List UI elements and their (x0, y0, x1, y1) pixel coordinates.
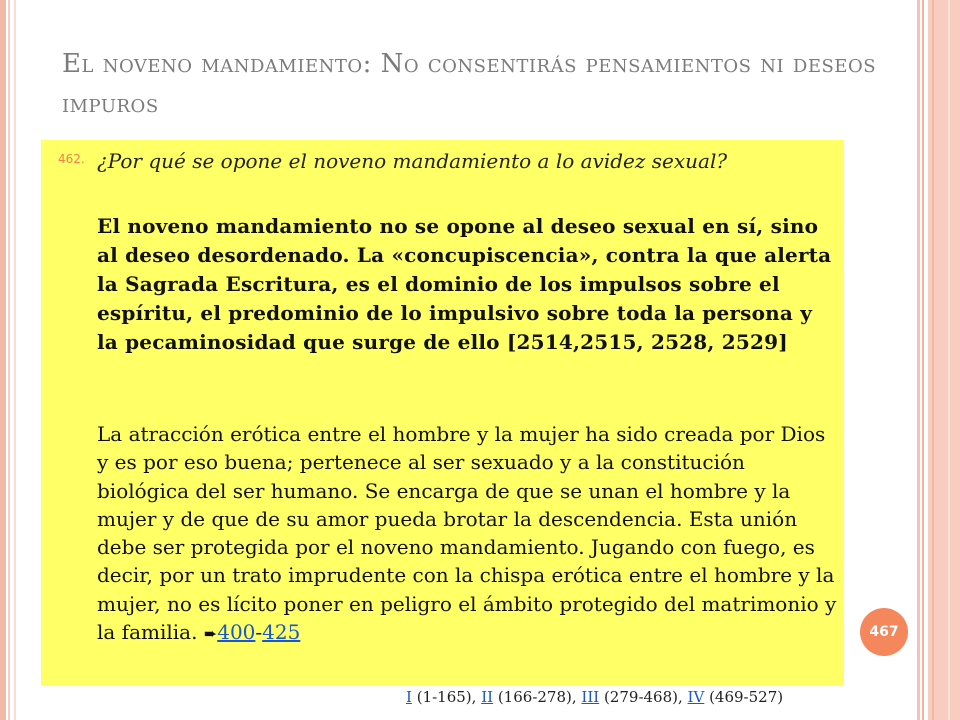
answer-summary: El noveno mandamiento no se opone al deseo sexual en sí, sino al deseo desordenado. La «concupiscencia», contra la que alerta la Sagrada Escritura, es el dominio de los impulsos sobre el espíritu, el predominio de lo impulsivo sobre toda la persona y la pecaminosidad que surge de ello [2514,2515, 2528, 2529] (97, 214, 832, 354)
section-link-iii[interactable]: III (581, 688, 600, 706)
reference-link-end[interactable]: 425 (262, 620, 301, 645)
section-link-ii[interactable]: II (481, 688, 494, 706)
section-range: (279-468), (599, 688, 688, 706)
section-link-iv[interactable]: IV (687, 688, 705, 706)
frame-stripe-left (14, 0, 16, 720)
arrow-right-icon: ➨ (203, 624, 218, 644)
section-link-i[interactable]: I (406, 688, 412, 706)
answer-body-text: La atracción erótica entre el hombre y la mujer ha sido creada por Dios y es por eso buena; pertenece al ser sexuado y a la constitución biológica del ser humano. Se encarga de que se unan el hombre y la mujer y de que de su amor pueda brotar la descendencia. Esta unión debe ser protegida por el noveno mandamiento. Jugando con fuego, es decir, por un trato imprudente con la chispa erótica entre el hombre y la mujer, no es lícito poner en peligro el ámbito protegido del matrimonio y la familia. (97, 422, 837, 645)
reference-separator: - (255, 620, 263, 645)
page-number-badge: 467 (860, 608, 908, 656)
question-text: ¿Por qué se opone el noveno mandamiento a lo avidez sexual? (97, 149, 728, 173)
footer-section-nav (406, 688, 846, 706)
frame-stripe-left (8, 0, 10, 720)
frame-stripe-right (932, 0, 934, 720)
frame-stripe-right (948, 0, 950, 720)
slide-title: El noveno mandamiento: No consentirás pensamientos ni deseos impuros (62, 49, 877, 119)
section-range: (1-165), (411, 688, 482, 706)
reference-link-start[interactable]: 400 (217, 620, 256, 645)
answer-body (97, 420, 842, 648)
section-range: (469-527) (704, 688, 784, 706)
frame-stripe-right (922, 0, 924, 720)
question-number: 462. (58, 152, 85, 166)
frame-stripe-right (917, 0, 920, 720)
frame-stripe-left (0, 0, 6, 720)
section-range: (166-278), (493, 688, 582, 706)
